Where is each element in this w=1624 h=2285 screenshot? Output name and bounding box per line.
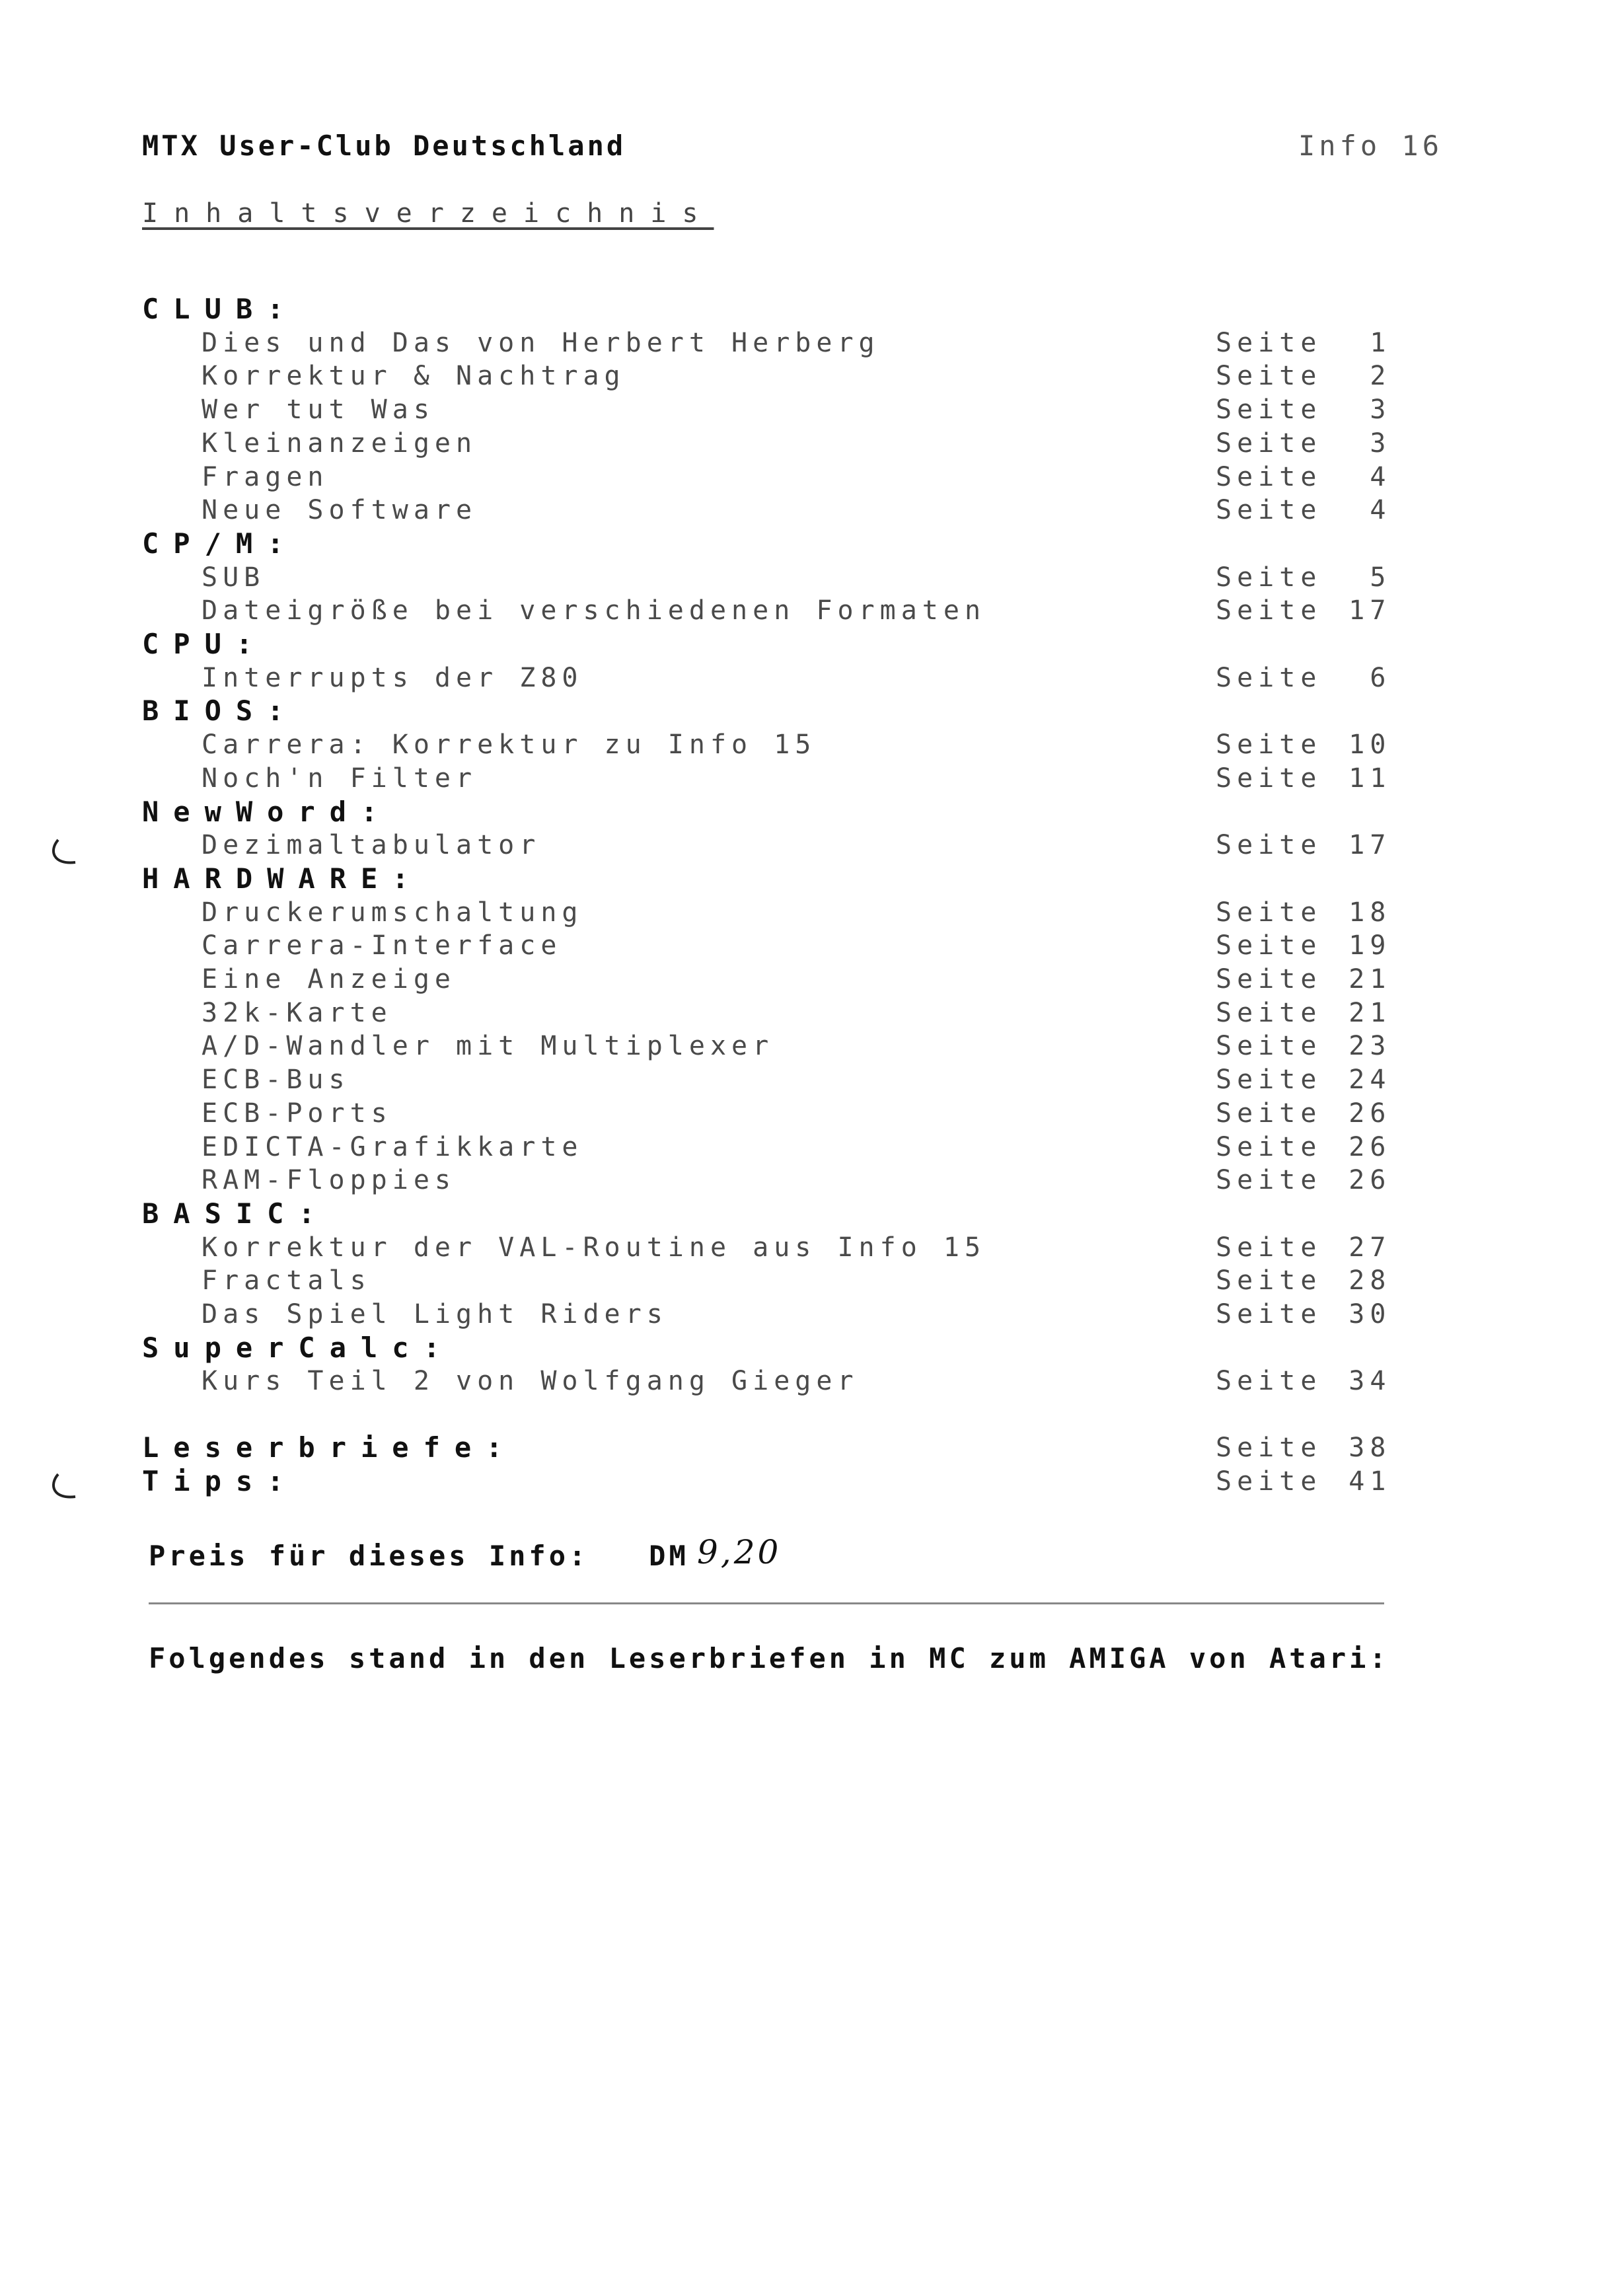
page-label: Seite [1216,327,1322,358]
page-number: 27 [1348,1232,1391,1263]
club-name: MTX User-Club Deutschland [142,130,626,162]
footer-text: Folgendes stand in den Leserbriefen in MC zum AMIGA von Atari: [149,1642,1389,1674]
toc-page-ref [1216,996,1391,1030]
page-label: Seite [1216,1165,1322,1196]
toc-category: BIOS: [142,694,299,728]
page-number: 3 [1370,428,1391,459]
toc-entry: Korrektur & Nachtrag [202,361,626,392]
issue-number: Info 16 [1298,130,1444,162]
page-number: 23 [1348,1031,1391,1062]
page-number: 34 [1348,1366,1391,1397]
page-label: Seite [1216,562,1322,593]
page-number: 17 [1348,830,1391,861]
toc-page-ref [1216,1465,1391,1498]
toc-page-ref [1216,762,1391,795]
page-label: Seite [1216,461,1322,492]
toc-entry: Noch'n Filter [202,763,478,794]
page-number: 38 [1348,1433,1391,1464]
toc-category: Tips: [142,1464,299,1497]
toc-entry: Eine Anzeige [202,964,456,994]
page-number: 30 [1348,1299,1391,1330]
toc-category: SuperCalc: [142,1331,455,1364]
toc-page-ref [1216,1063,1391,1096]
toc-page-ref [1216,1030,1391,1063]
toc-page-ref [1216,1097,1391,1130]
toc-category: BASIC: [142,1197,330,1230]
page-number: 5 [1370,562,1391,593]
page-label: Seite [1216,997,1322,1028]
page-number: 1 [1370,327,1391,358]
page-number: 2 [1370,361,1391,392]
page-label: Seite [1216,428,1322,459]
toc-page-ref [1216,728,1391,761]
page-label: Seite [1216,830,1322,861]
toc-page-ref [1216,393,1391,426]
toc-entry: Kurs Teil 2 von Wolfgang Gieger [202,1366,859,1397]
page-label: Seite [1216,730,1322,761]
toc-entry: EDICTA-Grafikkarte [202,1131,583,1162]
toc-entry: Wer tut Was [202,394,435,426]
toc-page-ref [1216,1231,1391,1264]
page-label: Seite [1216,394,1322,426]
page-label: Seite [1216,1065,1322,1096]
page-number: 4 [1370,461,1391,492]
toc-entry: Carrera-Interface [202,930,562,961]
toc-entry: ECB-Bus [202,1065,350,1096]
page-label: Seite [1216,964,1322,994]
toc-entry: Korrektur der VAL-Routine aus Info 15 [202,1232,986,1263]
page-label: Seite [1216,1299,1322,1330]
price-amount-handwritten: 9,20 [697,1533,782,1571]
toc-entry: Dezimaltabulator [202,830,541,861]
toc-page-ref [1216,1298,1391,1331]
toc-entry: Fragen [202,461,329,492]
page-label: Seite [1216,361,1322,392]
toc-page-ref [1216,1131,1391,1164]
toc-entry: Neue Software [202,495,478,526]
page-label: Seite [1216,1433,1322,1464]
toc-entry: Kleinanzeigen [202,428,478,459]
page-label: Seite [1216,897,1322,928]
page-number: 26 [1348,1131,1391,1162]
page-number: 21 [1348,997,1391,1028]
toc-category: NewWord: [142,795,392,828]
toc-page-ref [1216,359,1391,393]
horizontal-rule [149,1602,1384,1604]
page-label: Seite [1216,1366,1322,1397]
page-number: 41 [1348,1466,1391,1497]
toc-entry: ECB-Ports [202,1098,392,1129]
page-label: Seite [1216,1265,1322,1296]
toc-entry: Interrupts der Z80 [202,662,583,693]
toc-category: CLUB: [142,293,299,325]
toc-title: Inhaltsverzeichnis [142,198,714,229]
toc-category: CP/M: [142,527,299,560]
toc-page-ref [1216,661,1391,694]
toc-page-ref [1216,326,1391,359]
toc-entry: Fractals [202,1265,371,1296]
page-number: 6 [1370,662,1391,693]
page-number: 4 [1370,495,1391,526]
toc-page-ref [1216,561,1391,594]
page-label: Seite [1216,1131,1322,1162]
page-number: 10 [1348,730,1391,761]
page-label: Seite [1216,1098,1322,1129]
toc-page-ref [1216,1431,1391,1464]
toc-entry: SUB [202,562,266,593]
toc-page-ref [1216,1365,1391,1398]
page-label: Seite [1216,595,1322,626]
toc-entry: 32k-Karte [202,997,392,1028]
price-label: Preis für dieses Info: DM [149,1540,689,1572]
toc-page-ref [1216,929,1391,962]
page-number: 18 [1348,897,1391,928]
page-label: Seite [1216,1232,1322,1263]
page-number: 3 [1370,394,1391,426]
toc-entry: Dateigröße bei verschiedenen Formaten [202,595,986,626]
page-number: 26 [1348,1165,1391,1196]
toc-page-ref [1216,594,1391,627]
toc-page-ref [1216,494,1391,527]
page-label: Seite [1216,662,1322,693]
page-number: 19 [1348,930,1391,961]
toc-entry: A/D-Wandler mit Multiplexer [202,1031,774,1062]
toc-category: HARDWARE: [142,862,424,895]
toc-category: CPU: [142,628,268,660]
toc-entry: Carrera: Korrektur zu Info 15 [202,730,817,761]
page-label: Seite [1216,1466,1322,1497]
toc-page-ref [1216,896,1391,929]
page-label: Seite [1216,763,1322,794]
toc-entry: Das Spiel Light Riders [202,1299,668,1330]
page-label: Seite [1216,1031,1322,1062]
page-label: Seite [1216,495,1322,526]
punch-mark-icon [46,836,86,876]
toc-page-ref [1216,963,1391,996]
toc-entry: RAM-Floppies [202,1165,456,1196]
toc-page-ref [1216,461,1391,494]
toc-category: Leserbriefe: [142,1431,517,1464]
toc-entry: Dies und Das von Herbert Herberg [202,327,880,358]
toc-page-ref [1216,427,1391,460]
page-number: 28 [1348,1265,1391,1296]
page-number: 17 [1348,595,1391,626]
toc-page-ref [1216,829,1391,862]
toc-entry: Druckerumschaltung [202,897,583,928]
page-number: 21 [1348,964,1391,994]
page-number: 11 [1348,763,1391,794]
page-number: 26 [1348,1098,1391,1129]
punch-mark-icon [46,1470,86,1510]
page-label: Seite [1216,930,1322,961]
page-number: 24 [1348,1065,1391,1096]
toc-page-ref [1216,1264,1391,1297]
toc-page-ref [1216,1164,1391,1197]
